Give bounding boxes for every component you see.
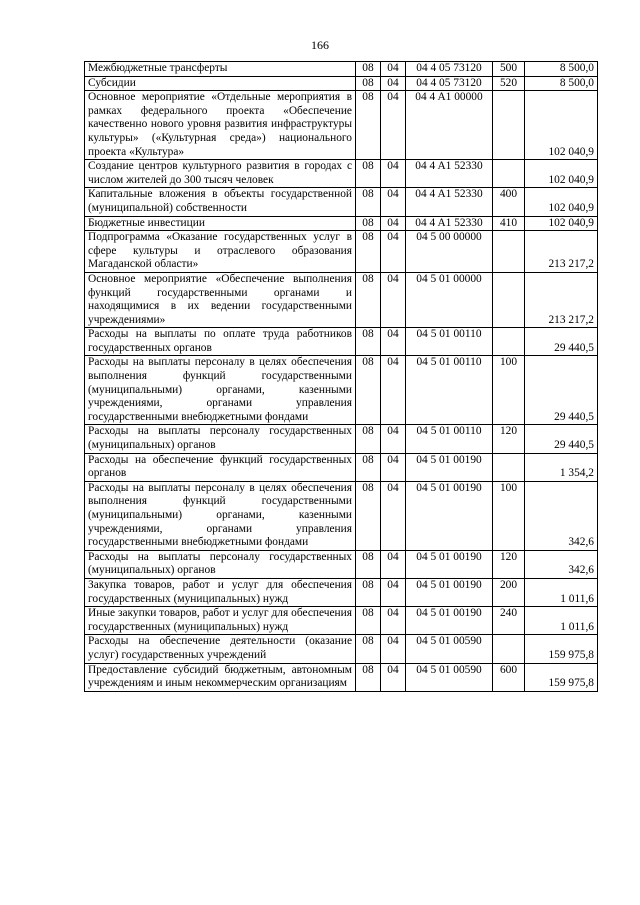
row-section-code: 08 (356, 635, 381, 663)
row-section-code: 08 (356, 356, 381, 425)
table-row (85, 328, 598, 356)
row-subsection-code: 04 (381, 231, 406, 273)
row-target-article: 04 4 A1 52330 (406, 188, 493, 216)
table-row (85, 578, 598, 606)
row-name: Расходы на выплаты персоналу государственных (муниципальных) органов (85, 550, 356, 578)
row-expense-type (493, 231, 525, 273)
row-amount: 159 975,8 (525, 663, 598, 691)
row-section-code: 08 (356, 272, 381, 327)
row-section-code: 08 (356, 481, 381, 550)
row-amount: 102 040,9 (525, 160, 598, 188)
row-subsection-code: 04 (381, 663, 406, 691)
row-expense-type (493, 91, 525, 160)
row-name: Межбюджетные трансферты (85, 62, 356, 77)
row-section-code: 08 (356, 663, 381, 691)
row-amount: 342,6 (525, 481, 598, 550)
row-target-article: 04 4 05 73120 (406, 62, 493, 77)
row-expense-type: 410 (493, 216, 525, 231)
row-target-article: 04 5 00 00000 (406, 231, 493, 273)
row-amount: 8 500,0 (525, 76, 598, 91)
row-name: Бюджетные инвестиции (85, 216, 356, 231)
row-target-article: 04 5 01 00190 (406, 481, 493, 550)
row-subsection-code: 04 (381, 216, 406, 231)
row-name: Расходы на обеспечение функций государственных органов (85, 453, 356, 481)
row-expense-type: 500 (493, 62, 525, 77)
row-expense-type: 520 (493, 76, 525, 91)
page-number: 166 (311, 38, 329, 52)
row-target-article: 04 5 01 00110 (406, 328, 493, 356)
row-section-code: 08 (356, 578, 381, 606)
table-row (85, 62, 598, 77)
row-amount: 102 040,9 (525, 216, 598, 231)
row-name: Предоставление субсидий бюджетным, автономным учреждениям и иным некоммерческим организациям (85, 663, 356, 691)
row-expense-type (493, 635, 525, 663)
row-amount: 213 217,2 (525, 231, 598, 273)
row-expense-type: 400 (493, 188, 525, 216)
row-subsection-code: 04 (381, 578, 406, 606)
row-name: Расходы на выплаты персоналу в целях обеспечения выполнения функций государственными (муниципальными) органами, казенными учреждениями, органами управления государственными внебюджетными фондами (85, 481, 356, 550)
row-expense-type: 120 (493, 550, 525, 578)
row-name: Субсидии (85, 76, 356, 91)
row-section-code: 08 (356, 231, 381, 273)
row-subsection-code: 04 (381, 91, 406, 160)
row-amount: 102 040,9 (525, 188, 598, 216)
row-section-code: 08 (356, 91, 381, 160)
table-row (85, 160, 598, 188)
row-amount: 29 440,5 (525, 328, 598, 356)
row-expense-type: 100 (493, 481, 525, 550)
row-target-article: 04 5 01 00590 (406, 635, 493, 663)
row-subsection-code: 04 (381, 635, 406, 663)
row-target-article: 04 5 01 00190 (406, 578, 493, 606)
row-name: Капитальные вложения в объекты государственной (муниципальной) собственности (85, 188, 356, 216)
row-subsection-code: 04 (381, 62, 406, 77)
row-amount: 102 040,9 (525, 91, 598, 160)
row-section-code: 08 (356, 76, 381, 91)
row-section-code: 08 (356, 62, 381, 77)
row-name: Подпрограмма «Оказание государственных услуг в сфере культуры и отраслевого образования Магаданской области» (85, 231, 356, 273)
row-amount: 1 354,2 (525, 453, 598, 481)
row-amount: 1 011,6 (525, 607, 598, 635)
row-target-article: 04 4 05 73120 (406, 76, 493, 91)
row-subsection-code: 04 (381, 607, 406, 635)
table-row (85, 216, 598, 231)
table-row (85, 231, 598, 273)
table-row (85, 550, 598, 578)
budget-table-body (85, 62, 598, 692)
row-amount: 342,6 (525, 550, 598, 578)
table-row (85, 188, 598, 216)
row-expense-type: 200 (493, 578, 525, 606)
row-expense-type: 600 (493, 663, 525, 691)
table-row (85, 272, 598, 327)
row-target-article: 04 5 01 00190 (406, 453, 493, 481)
row-subsection-code: 04 (381, 550, 406, 578)
table-row (85, 91, 598, 160)
row-expense-type (493, 453, 525, 481)
row-expense-type (493, 328, 525, 356)
row-amount: 29 440,5 (525, 356, 598, 425)
row-subsection-code: 04 (381, 328, 406, 356)
row-name: Иные закупки товаров, работ и услуг для обеспечения государственных (муниципальных) нужд (85, 607, 356, 635)
row-subsection-code: 04 (381, 453, 406, 481)
row-amount: 29 440,5 (525, 425, 598, 453)
row-name: Расходы на обеспечение деятельности (оказание услуг) государственных учреждений (85, 635, 356, 663)
table-row (85, 76, 598, 91)
row-amount: 8 500,0 (525, 62, 598, 77)
table-row (85, 635, 598, 663)
row-target-article: 04 5 01 00110 (406, 425, 493, 453)
row-target-article: 04 5 01 00110 (406, 356, 493, 425)
row-name: Расходы на выплаты по оплате труда работников государственных органов (85, 328, 356, 356)
row-amount: 1 011,6 (525, 578, 598, 606)
row-section-code: 08 (356, 550, 381, 578)
row-subsection-code: 04 (381, 272, 406, 327)
row-expense-type: 240 (493, 607, 525, 635)
row-target-article: 04 4 A1 52330 (406, 160, 493, 188)
row-subsection-code: 04 (381, 425, 406, 453)
table-row (85, 607, 598, 635)
row-name: Основное мероприятие «Обеспечение выполнения функций государственными органами и находящимися в их ведении государственными учреждениями» (85, 272, 356, 327)
row-expense-type (493, 272, 525, 327)
row-subsection-code: 04 (381, 481, 406, 550)
row-expense-type: 120 (493, 425, 525, 453)
row-target-article: 04 4 A1 00000 (406, 91, 493, 160)
row-amount: 159 975,8 (525, 635, 598, 663)
row-name: Закупка товаров, работ и услуг для обеспечения государственных (муниципальных) нужд (85, 578, 356, 606)
row-section-code: 08 (356, 425, 381, 453)
row-subsection-code: 04 (381, 188, 406, 216)
row-subsection-code: 04 (381, 160, 406, 188)
table-row (85, 425, 598, 453)
row-target-article: 04 5 01 00190 (406, 550, 493, 578)
row-name: Расходы на выплаты персоналу в целях обеспечения выполнения функций государственными (муниципальными) органами, казенными учреждениями, органами управления государственными внебюджетными фондами (85, 356, 356, 425)
table-row (85, 453, 598, 481)
row-section-code: 08 (356, 216, 381, 231)
table-row (85, 663, 598, 691)
table-row (85, 481, 598, 550)
row-expense-type (493, 160, 525, 188)
row-section-code: 08 (356, 160, 381, 188)
row-section-code: 08 (356, 607, 381, 635)
budget-table (84, 61, 598, 692)
row-name: Создание центров культурного развития в городах с числом жителей до 300 тысяч человек (85, 160, 356, 188)
row-amount: 213 217,2 (525, 272, 598, 327)
row-expense-type: 100 (493, 356, 525, 425)
row-target-article: 04 5 01 00590 (406, 663, 493, 691)
row-section-code: 08 (356, 188, 381, 216)
row-target-article: 04 5 01 00000 (406, 272, 493, 327)
row-section-code: 08 (356, 328, 381, 356)
row-subsection-code: 04 (381, 76, 406, 91)
row-subsection-code: 04 (381, 356, 406, 425)
row-name: Расходы на выплаты персоналу государственных (муниципальных) органов (85, 425, 356, 453)
row-name: Основное мероприятие «Отдельные мероприятия в рамках федерального проекта «Обеспечение качественно нового уровня развития инфраструктуры культуры» («Культурная среда») национального проекта «Культура» (85, 91, 356, 160)
table-row (85, 356, 598, 425)
row-section-code: 08 (356, 453, 381, 481)
row-target-article: 04 5 01 00190 (406, 607, 493, 635)
row-target-article: 04 4 A1 52330 (406, 216, 493, 231)
